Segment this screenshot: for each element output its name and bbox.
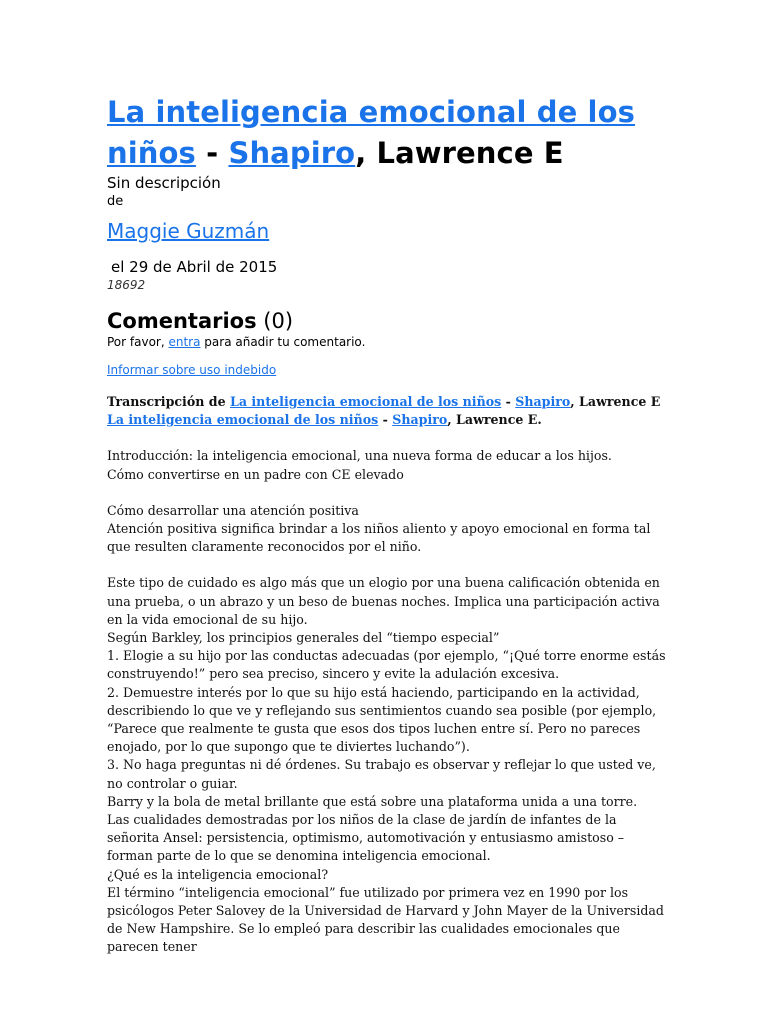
transcript-sub-rest: , Lawrence E. <box>447 412 542 428</box>
paragraph: Barry y la bola de metal brillante que está sobre una plataforma unida a una torre. <box>107 793 638 809</box>
by-label: de <box>107 194 124 209</box>
spacer <box>107 484 667 502</box>
transcript <box>107 393 667 957</box>
comments-count: (0) <box>263 309 294 333</box>
transcript-header-rest: , Lawrence E <box>570 394 661 409</box>
paragraph: Cómo convertirse en un padre con CE elevado <box>107 466 404 482</box>
paragraph: El término “inteligencia emocional” fue utilizado por primera vez en 1990 por los psicólogos Peter Salovey de la Universidad de Harvard y John Mayer de la Universidad de New Hampshire. Se lo empleó para describir las cualidades emocionales que parecen tener <box>107 884 664 955</box>
report-abuse-link[interactable]: Informar sobre uso indebido <box>107 363 277 377</box>
transcript-sub-link-author[interactable]: Shapiro <box>392 412 448 428</box>
author-link[interactable]: Maggie Guzmán <box>107 219 270 243</box>
spacer <box>107 429 667 447</box>
title-link-author[interactable]: Shapiro <box>228 136 356 170</box>
transcript-link-author[interactable]: Shapiro <box>515 394 571 409</box>
paragraph: Atención positiva significa brindar a los niños aliento y apoyo emocional en forma tal que resulten claramente reconocidos por el niño. <box>107 521 651 555</box>
paragraph: Las cualidades demostradas por los niños de la clase de jardín de infantes de la señorita Ansel: persistencia, optimismo, automotivación y entusiasmo amistoso – forman parte de lo que se denomina inteligencia emocional. <box>107 812 625 864</box>
paragraph: Cómo desarrollar una atención positiva <box>107 502 359 518</box>
description: Sin descripción <box>107 174 221 192</box>
login-link[interactable]: entra <box>168 335 201 349</box>
transcript-header-prefix: Transcripción de <box>107 394 230 409</box>
paragraph: 1. Elogie a su hijo por las conductas adecuadas (por ejemplo, “¡Qué torre enorme estás construyendo!” pero sea preciso, sincero y evite la adulación excesiva. <box>107 648 666 682</box>
paragraph: ¿Qué es la inteligencia emocional? <box>107 866 329 882</box>
paragraph: Según Barkley, los principios generales del “tiempo especial” <box>107 630 500 646</box>
title-link-book[interactable]: La inteligencia emocional de los niños <box>107 95 635 170</box>
login-prompt-suffix: para añadir tu comentario. <box>200 335 366 349</box>
transcript-header <box>107 393 667 411</box>
transcript-link-book[interactable]: La inteligencia emocional de los niños <box>230 394 502 409</box>
transcript-subheader <box>107 411 667 429</box>
paragraph: Este tipo de cuidado es algo más que un elogio por una buena calificación obtenida en una prueba, o un abrazo y un beso de buenas noches. Implica una participación activa en la vida emocional de su hijo. <box>107 575 660 627</box>
title-separator: - <box>195 136 229 170</box>
paragraph: 2. Demuestre interés por lo que su hijo está haciendo, participando en la actividad, describiendo lo que ve y reflejando sus sentimientos cuando sea posible (por ejemplo, “Parece que realmente te gusta que esos dos tipos luchen entre sí. Pero no pareces enojado, por lo que supongo que te diviertes luchando”). <box>107 684 657 755</box>
document-page <box>107 92 667 957</box>
publish-date: el 29 de Abril de 2015 <box>111 258 278 276</box>
paragraph: Introducción: la inteligencia emocional, una nueva forma de educar a los hijos. <box>107 448 612 464</box>
spacer <box>107 556 667 574</box>
view-count: 18692 <box>107 278 146 292</box>
comments-heading <box>107 308 667 334</box>
title-rest: , Lawrence E <box>355 136 564 170</box>
comments-label: Comentarios <box>107 309 257 333</box>
page-title <box>107 92 667 174</box>
transcript-header-sep: - <box>501 394 516 409</box>
login-prompt <box>107 335 667 349</box>
transcript-sub-link-book[interactable]: La inteligencia emocional de los niños <box>107 412 379 428</box>
login-prompt-prefix: Por favor, <box>107 335 169 349</box>
transcript-sub-sep: - <box>378 412 393 428</box>
paragraph: 3. No haga preguntas ni dé órdenes. Su trabajo es observar y reflejar lo que usted ve, no controlar o guiar. <box>107 757 656 791</box>
